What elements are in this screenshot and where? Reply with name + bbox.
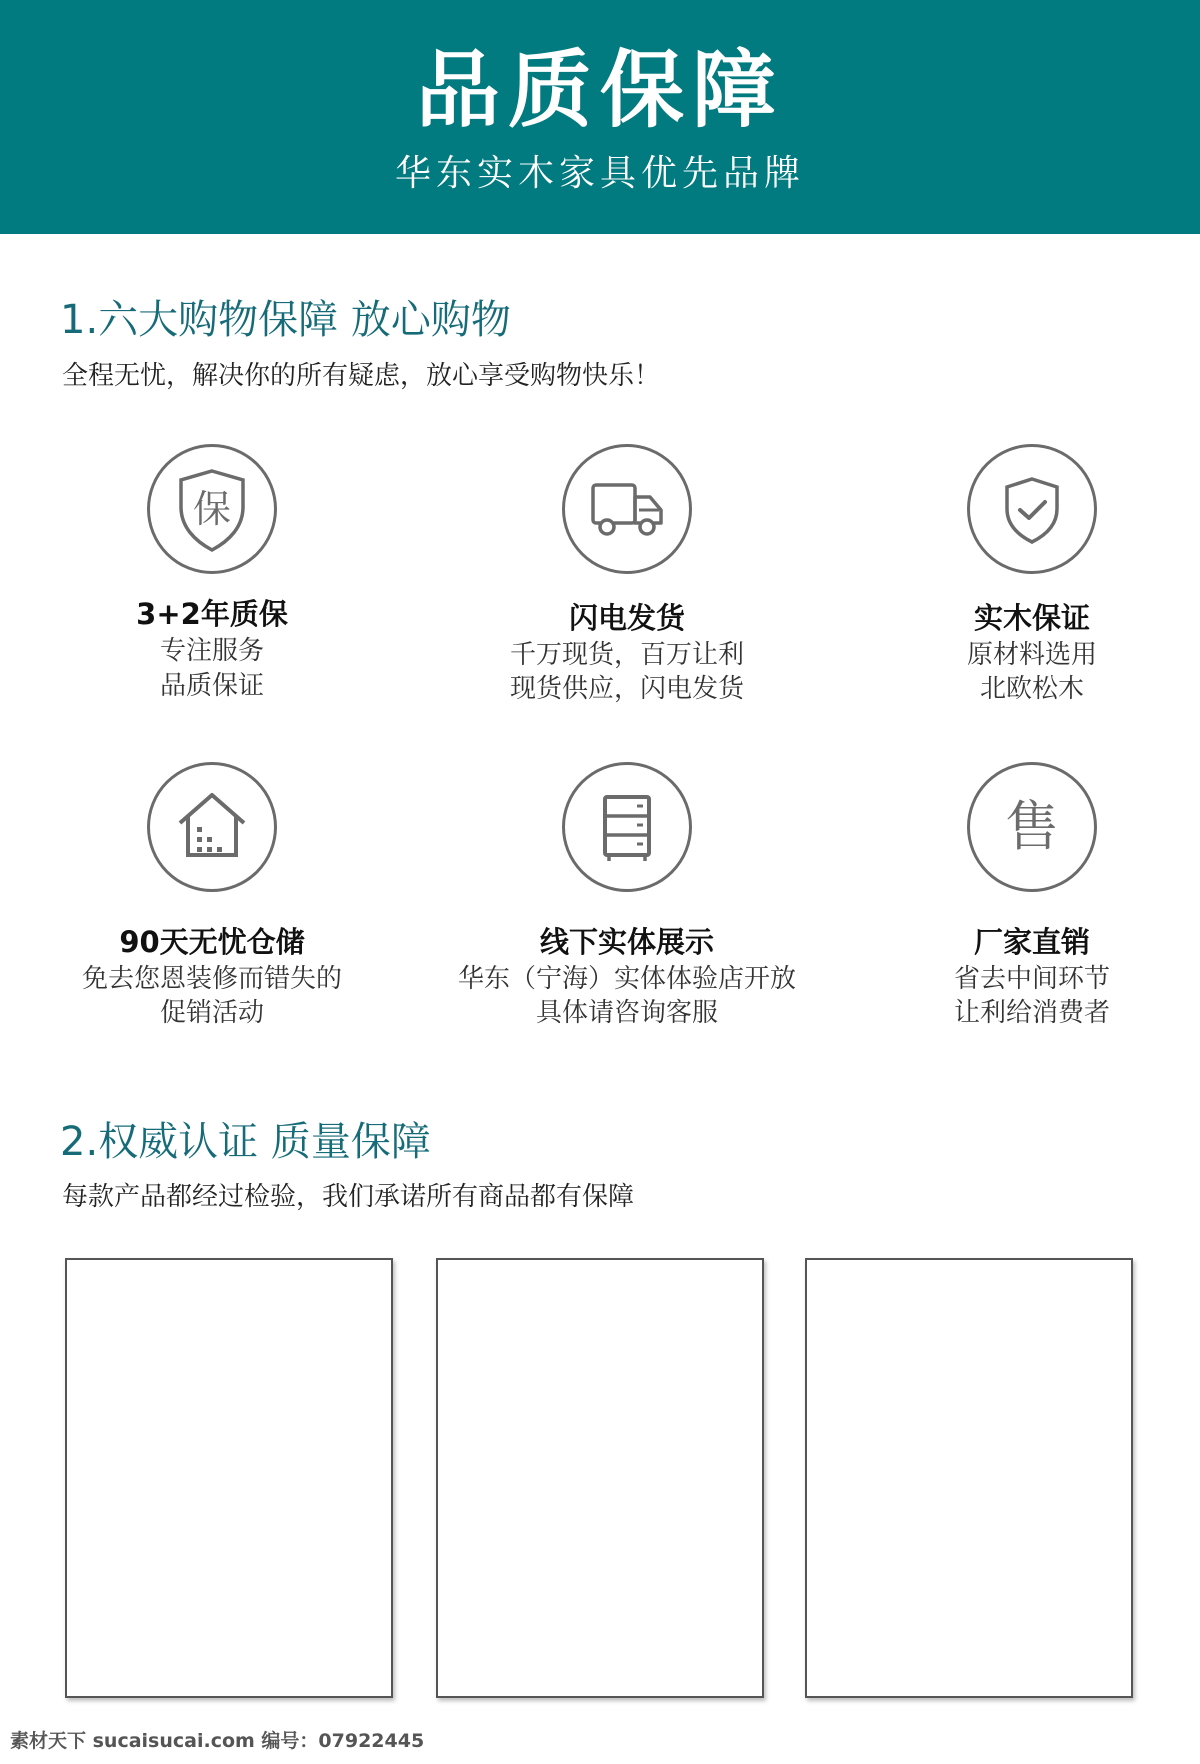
- feature-line: 省去中间环节: [953, 964, 1110, 994]
- feature-title: 厂家直销: [973, 925, 1090, 959]
- cabinet-icon: [565, 765, 689, 889]
- feature-solid-wood: [832, 444, 1200, 724]
- feature-line: 北欧松木: [979, 674, 1084, 704]
- feature-title: 闪电发货: [568, 601, 685, 635]
- feature-factory-direct: [832, 762, 1200, 1042]
- shield-bao-icon: [150, 447, 274, 571]
- feature-title: 90天无忧仓储: [119, 925, 305, 959]
- feature-line: 专注服务: [159, 636, 264, 666]
- svg-text:保: 保: [192, 487, 232, 531]
- certificate-frame: [65, 1258, 393, 1698]
- feature-line: 现货供应，闪电发货: [509, 674, 744, 704]
- svg-text:售: 售: [1005, 795, 1059, 858]
- feature-title: 3+2年质保: [136, 597, 288, 631]
- feature-line: 促销活动: [159, 998, 264, 1028]
- feature-icon-ring: [562, 444, 692, 574]
- feature-icon-ring: [967, 444, 1097, 574]
- header-banner: [0, 0, 1200, 234]
- section2-description: 每款产品都经过检验，我们承诺所有商品都有保障: [62, 1182, 635, 1212]
- banner-title: 品质保障: [415, 41, 784, 139]
- section1-description: 全程无忧，解决你的所有疑虑，放心享受购物快乐！: [62, 361, 661, 391]
- feature-icon-ring: [147, 444, 277, 574]
- feature-line: 免去您恩装修而错失的: [81, 964, 342, 994]
- feature-warranty: [12, 444, 412, 724]
- watermark-text: 素材天下 sucaisucai.com 编号：07922445: [10, 1730, 425, 1752]
- feature-line: 原材料选用: [966, 640, 1097, 670]
- feature-fast-shipping: [427, 444, 827, 724]
- feature-storage: [12, 762, 412, 1042]
- banner-subtitle: 华东实木家具优先品牌: [394, 153, 805, 194]
- feature-icon-ring: [147, 762, 277, 892]
- feature-line: 华东（宁海）实体体验店开放: [457, 964, 796, 994]
- certificate-frame: [805, 1258, 1133, 1698]
- feature-line: 让利给消费者: [953, 998, 1110, 1028]
- feature-line: 千万现货，百万让利: [509, 640, 744, 670]
- certificate-frame: [436, 1258, 764, 1698]
- feature-offline-store: [427, 762, 827, 1042]
- feature-title: 线下实体展示: [539, 925, 714, 959]
- warehouse-icon: [150, 765, 274, 889]
- section1-title: 1.六大购物保障 放心购物: [60, 297, 511, 343]
- section2-title: 2.权威认证 质量保障: [60, 1119, 431, 1165]
- shield-check-icon: [970, 447, 1094, 571]
- feature-line: 具体请咨询客服: [535, 998, 718, 1028]
- feature-icon-ring: [967, 762, 1097, 892]
- feature-title: 实木保证: [973, 601, 1090, 635]
- feature-icon-ring: [562, 762, 692, 892]
- sale-icon: [970, 765, 1094, 889]
- truck-icon: [565, 447, 689, 571]
- feature-line: 品质保证: [159, 671, 264, 701]
